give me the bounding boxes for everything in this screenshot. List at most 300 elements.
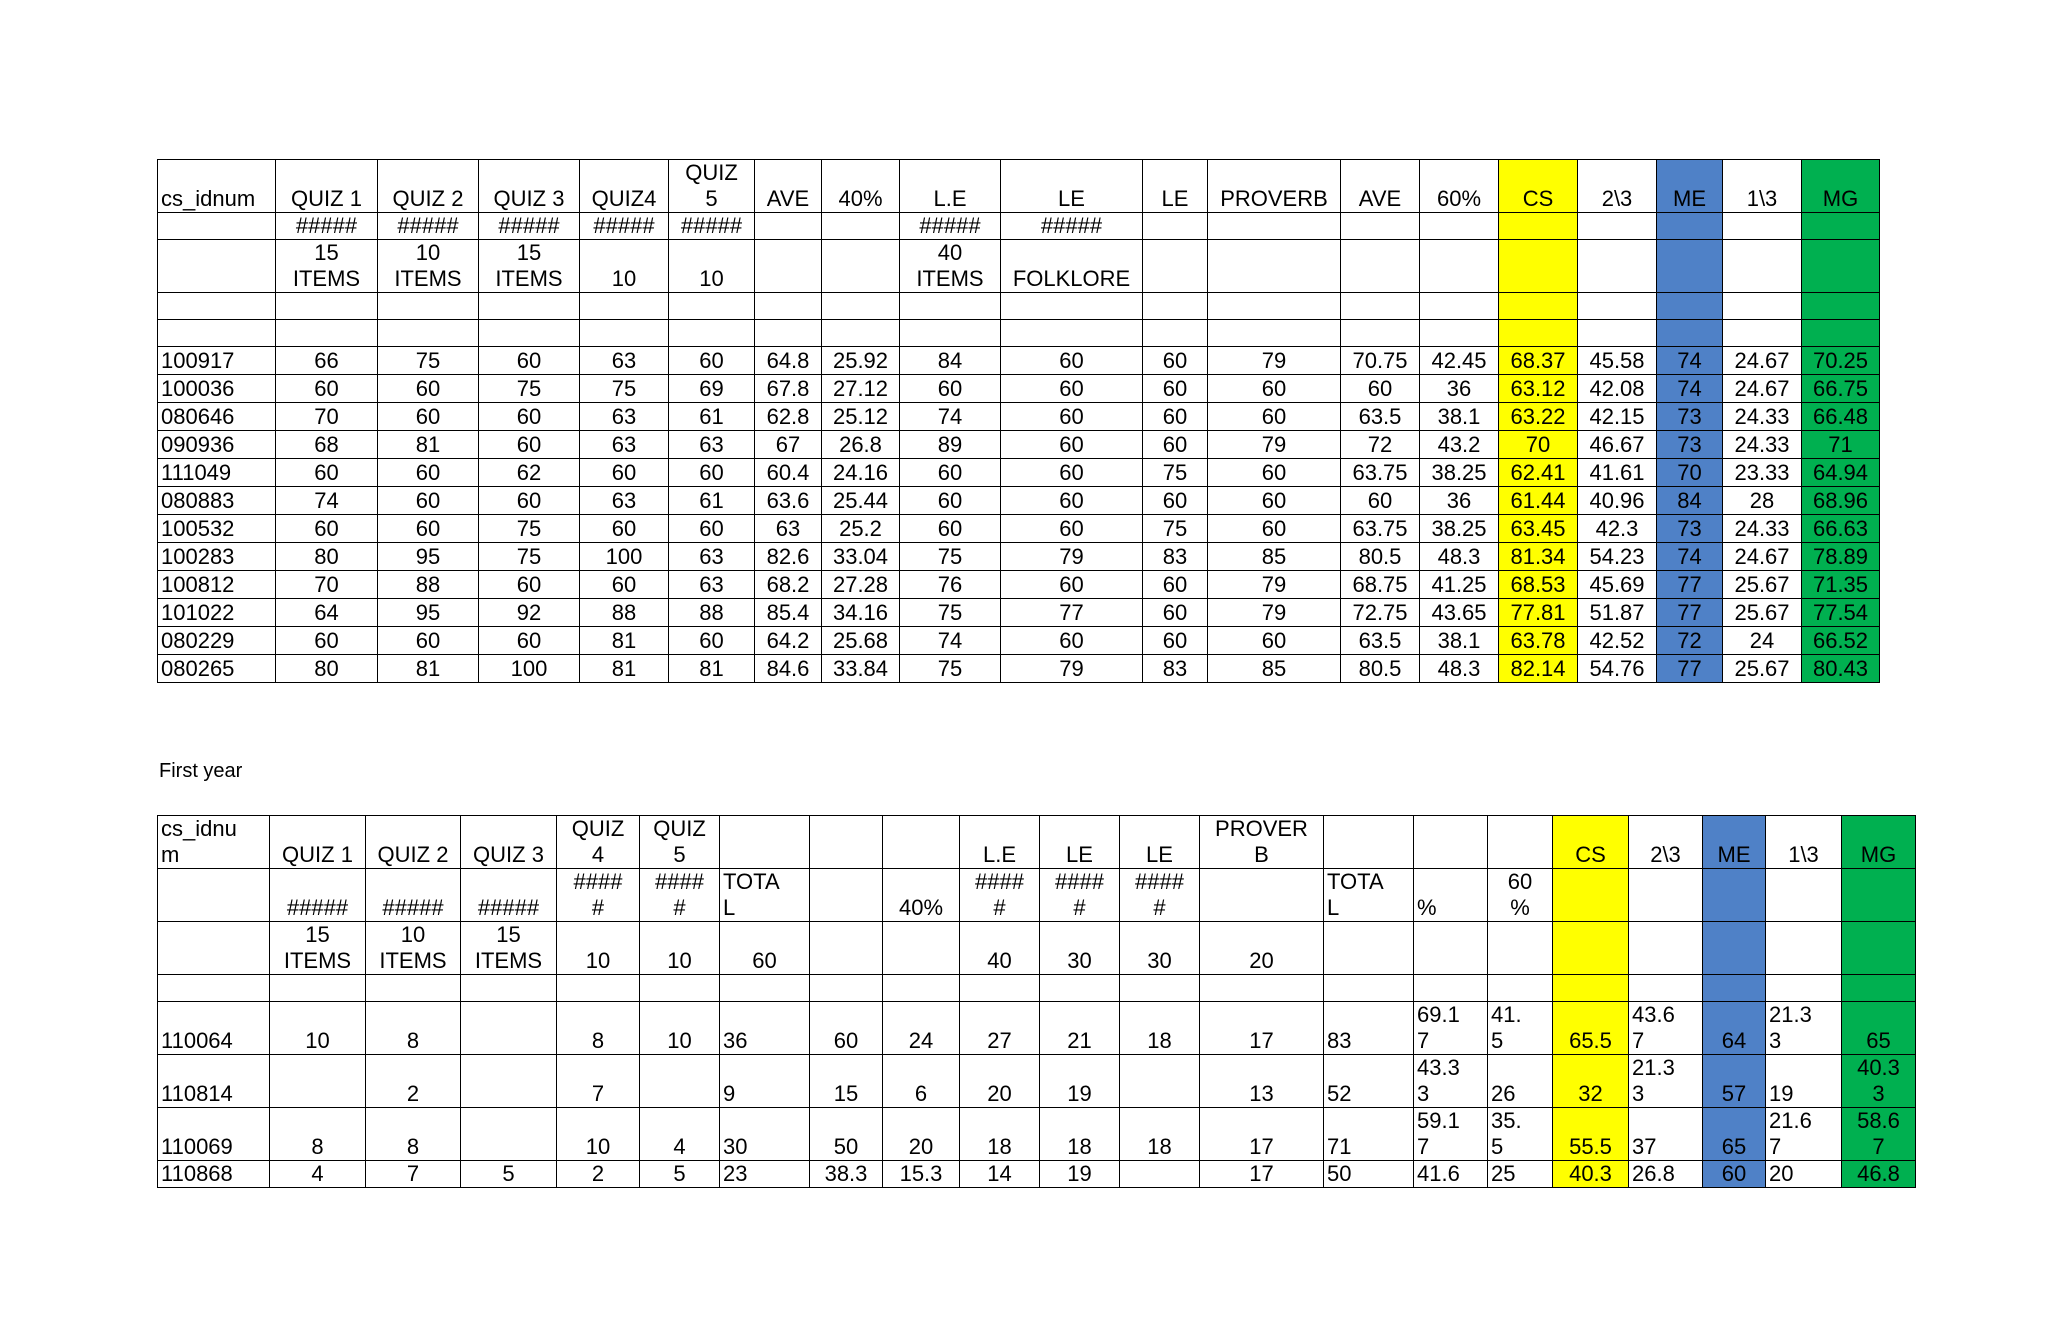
score-cell: 64.2 <box>755 627 822 655</box>
items-cell <box>1657 240 1723 293</box>
score-cell: 60 <box>1143 375 1208 403</box>
score-cell: 54.23 <box>1578 543 1657 571</box>
subheader-cell <box>1499 213 1578 240</box>
score-cell: 69 <box>669 375 755 403</box>
score-cell: 45.69 <box>1578 571 1657 599</box>
score-cell: 35. 5 <box>1488 1108 1553 1161</box>
score-cell: 92 <box>479 599 580 627</box>
items-cell: 30 <box>1040 922 1120 975</box>
score-cell: 75 <box>378 347 479 375</box>
header-60-percent: 60% <box>1420 160 1499 213</box>
score-cell: 50 <box>810 1108 883 1161</box>
score-cell: 63 <box>580 403 669 431</box>
score-cell: 63 <box>669 543 755 571</box>
blank-cell <box>1120 975 1200 1002</box>
score-cell: 88 <box>580 599 669 627</box>
score-cell: 33.04 <box>822 543 900 571</box>
student-id-cell: 110069 <box>158 1108 270 1161</box>
score-cell: 64.94 <box>1802 459 1880 487</box>
items-cell <box>883 922 960 975</box>
score-cell: 23.33 <box>1723 459 1802 487</box>
score-cell: 24.67 <box>1723 347 1802 375</box>
subheader-cell <box>1802 213 1880 240</box>
subheader-cell <box>1657 213 1723 240</box>
blank-cell <box>276 293 378 320</box>
score-cell: 63.12 <box>1499 375 1578 403</box>
score-cell: 77 <box>1001 599 1143 627</box>
score-cell: 25.67 <box>1723 655 1802 683</box>
score-cell: 8 <box>557 1002 640 1055</box>
header-ave: AVE <box>1341 160 1420 213</box>
score-cell: 82.14 <box>1499 655 1578 683</box>
score-cell: 2 <box>557 1161 640 1188</box>
header-cs-idnum: cs_idnum <box>158 160 276 213</box>
items-cell <box>1420 240 1499 293</box>
blank-cell <box>158 320 276 347</box>
items-cell: 15 ITEMS <box>276 240 378 293</box>
subheader-cell <box>755 213 822 240</box>
score-cell: 15.3 <box>883 1161 960 1188</box>
score-cell: 41.6 <box>1414 1161 1488 1188</box>
score-cell: 60 <box>1208 627 1341 655</box>
score-cell: 46.67 <box>1578 431 1657 459</box>
score-cell: 60 <box>479 571 580 599</box>
score-cell: 64 <box>276 599 378 627</box>
header-cell: LE <box>1040 816 1120 869</box>
score-cell: 60 <box>479 487 580 515</box>
subheader-cell: 60 % <box>1488 869 1553 922</box>
score-cell: 37 <box>1629 1108 1703 1161</box>
score-cell: 63.45 <box>1499 515 1578 543</box>
score-cell: 60 <box>1208 459 1341 487</box>
score-cell: 60 <box>1208 403 1341 431</box>
score-cell: 100 <box>580 543 669 571</box>
score-cell: 69.1 7 <box>1414 1002 1488 1055</box>
table-row <box>158 1002 1916 1055</box>
score-cell: 42.3 <box>1578 515 1657 543</box>
header-cell <box>1324 816 1414 869</box>
header-cell: LE <box>1120 816 1200 869</box>
grades-table-2 <box>157 815 1916 1188</box>
blank-cell <box>1499 320 1578 347</box>
score-cell: 18 <box>1040 1108 1120 1161</box>
score-cell: 60 <box>1208 487 1341 515</box>
score-cell: 61.44 <box>1499 487 1578 515</box>
score-cell: 60 <box>378 459 479 487</box>
subheader-cell <box>1553 869 1629 922</box>
score-cell: 43.2 <box>1420 431 1499 459</box>
items-cell <box>1341 240 1420 293</box>
blank-cell <box>822 320 900 347</box>
score-cell: 60 <box>276 515 378 543</box>
score-cell: 75 <box>479 543 580 571</box>
subheader-cell <box>1420 213 1499 240</box>
header-cell: MG <box>1842 816 1916 869</box>
score-cell: 81 <box>580 627 669 655</box>
blank-cell <box>270 975 366 1002</box>
blank-cell <box>640 975 720 1002</box>
score-cell: 70 <box>276 403 378 431</box>
table2-blank-row <box>158 975 1916 1002</box>
score-cell: 63.75 <box>1341 459 1420 487</box>
header-cell: cs_idnu m <box>158 816 270 869</box>
blank-cell <box>1341 293 1420 320</box>
table-row <box>158 627 1880 655</box>
score-cell: 81 <box>669 655 755 683</box>
score-cell: 27.28 <box>822 571 900 599</box>
table-row <box>158 571 1880 599</box>
score-cell: 60 <box>479 403 580 431</box>
items-cell: 10 <box>557 922 640 975</box>
score-cell: 25.2 <box>822 515 900 543</box>
student-id-cell: 080883 <box>158 487 276 515</box>
score-cell: 60 <box>1001 487 1143 515</box>
score-cell: 42.15 <box>1578 403 1657 431</box>
blank-cell <box>1553 975 1629 1002</box>
score-cell: 60 <box>810 1002 883 1055</box>
subheader-cell: #### # <box>960 869 1040 922</box>
score-cell <box>1120 1161 1200 1188</box>
score-cell: 75 <box>479 375 580 403</box>
score-cell: 74 <box>1657 347 1723 375</box>
blank-cell <box>1208 293 1341 320</box>
score-cell: 74 <box>1657 375 1723 403</box>
score-cell: 75 <box>900 599 1001 627</box>
student-id-cell: 100917 <box>158 347 276 375</box>
table-row <box>158 347 1880 375</box>
score-cell: 8 <box>270 1108 366 1161</box>
items-cell: 15 ITEMS <box>461 922 557 975</box>
blank-cell <box>1420 320 1499 347</box>
items-cell: 40 <box>960 922 1040 975</box>
score-cell: 63.6 <box>755 487 822 515</box>
score-cell: 20 <box>960 1055 1040 1108</box>
student-id-cell: 100283 <box>158 543 276 571</box>
subheader-cell <box>1341 213 1420 240</box>
score-cell: 63.5 <box>1341 403 1420 431</box>
score-cell: 72 <box>1657 627 1723 655</box>
score-cell: 23 <box>720 1161 810 1188</box>
header-quiz-2: QUIZ 2 <box>378 160 479 213</box>
score-cell: 77 <box>1657 571 1723 599</box>
blank-cell <box>1578 320 1657 347</box>
blank-cell <box>1723 320 1802 347</box>
subheader-cell: ##### <box>270 869 366 922</box>
score-cell: 10 <box>270 1002 366 1055</box>
table-row <box>158 1108 1916 1161</box>
blank-cell <box>1143 320 1208 347</box>
score-cell: 60 <box>1001 571 1143 599</box>
score-cell: 81 <box>378 655 479 683</box>
score-cell: 60 <box>1703 1161 1766 1188</box>
score-cell: 74 <box>900 627 1001 655</box>
blank-cell <box>1488 975 1553 1002</box>
subheader-cell: #### # <box>1040 869 1120 922</box>
score-cell: 83 <box>1143 655 1208 683</box>
score-cell: 60 <box>378 515 479 543</box>
score-cell: 25.44 <box>822 487 900 515</box>
score-cell: 14 <box>960 1161 1040 1188</box>
grades-table-1 <box>157 159 1880 683</box>
score-cell: 40.96 <box>1578 487 1657 515</box>
subheader-cell <box>810 869 883 922</box>
score-cell: 26 <box>1488 1055 1553 1108</box>
blank-cell <box>810 975 883 1002</box>
score-cell: 64 <box>1703 1002 1766 1055</box>
subheader-cell: #### # <box>640 869 720 922</box>
score-cell: 40.3 3 <box>1842 1055 1916 1108</box>
subheader-cell <box>1842 869 1916 922</box>
blank-cell <box>1143 293 1208 320</box>
score-cell: 24.16 <box>822 459 900 487</box>
score-cell: 60 <box>1143 347 1208 375</box>
score-cell: 60 <box>378 403 479 431</box>
subheader-cell <box>158 213 276 240</box>
score-cell: 64.8 <box>755 347 822 375</box>
score-cell: 19 <box>1040 1055 1120 1108</box>
student-id-cell: 110064 <box>158 1002 270 1055</box>
subheader-cell <box>1578 213 1657 240</box>
items-cell <box>1553 922 1629 975</box>
header-cell: QUIZ 5 <box>640 816 720 869</box>
blank-cell <box>580 293 669 320</box>
score-cell: 19 <box>1040 1161 1120 1188</box>
score-cell: 66.52 <box>1802 627 1880 655</box>
blank-cell <box>1414 975 1488 1002</box>
table-row <box>158 375 1880 403</box>
score-cell: 79 <box>1208 571 1341 599</box>
header-cell <box>810 816 883 869</box>
blank-cell <box>900 293 1001 320</box>
score-cell: 25.67 <box>1723 571 1802 599</box>
items-cell: 60 <box>720 922 810 975</box>
header-cell: QUIZ 4 <box>557 816 640 869</box>
score-cell: 80 <box>276 543 378 571</box>
score-cell: 66.75 <box>1802 375 1880 403</box>
score-cell <box>461 1108 557 1161</box>
header-cell <box>720 816 810 869</box>
blank-cell <box>158 293 276 320</box>
subheader-cell: ##### <box>276 213 378 240</box>
score-cell: 65 <box>1842 1002 1916 1055</box>
score-cell <box>1120 1055 1200 1108</box>
score-cell: 60 <box>900 459 1001 487</box>
blank-cell <box>1657 320 1723 347</box>
score-cell: 60 <box>900 515 1001 543</box>
score-cell: 30 <box>720 1108 810 1161</box>
score-cell: 72 <box>1341 431 1420 459</box>
score-cell: 17 <box>1200 1002 1324 1055</box>
blank-cell <box>479 293 580 320</box>
score-cell: 21 <box>1040 1002 1120 1055</box>
score-cell: 41. 5 <box>1488 1002 1553 1055</box>
score-cell: 60 <box>1001 375 1143 403</box>
score-cell: 83 <box>1143 543 1208 571</box>
items-cell <box>1629 922 1703 975</box>
score-cell: 24.67 <box>1723 375 1802 403</box>
score-cell: 60 <box>1341 487 1420 515</box>
score-cell: 60 <box>378 375 479 403</box>
score-cell: 26.8 <box>822 431 900 459</box>
items-cell <box>822 240 900 293</box>
table2-subheader-row <box>158 869 1916 922</box>
score-cell: 80 <box>276 655 378 683</box>
table1-items-row <box>158 240 1880 293</box>
score-cell: 68.75 <box>1341 571 1420 599</box>
table1-header-row <box>158 160 1880 213</box>
score-cell: 74 <box>276 487 378 515</box>
score-cell: 10 <box>557 1108 640 1161</box>
score-cell: 42.45 <box>1420 347 1499 375</box>
header-le: LE <box>1143 160 1208 213</box>
score-cell: 60 <box>479 627 580 655</box>
score-cell: 79 <box>1001 655 1143 683</box>
score-cell: 60 <box>1143 627 1208 655</box>
score-cell: 25.68 <box>822 627 900 655</box>
score-cell: 41.61 <box>1578 459 1657 487</box>
subheader-cell: ##### <box>366 869 461 922</box>
blank-cell <box>378 293 479 320</box>
score-cell: 79 <box>1001 543 1143 571</box>
score-cell: 80.5 <box>1341 655 1420 683</box>
subheader-cell: #### # <box>557 869 640 922</box>
subheader-cell <box>158 869 270 922</box>
section-caption: First year <box>159 760 243 782</box>
table-row <box>158 543 1880 571</box>
header-me: ME <box>1657 160 1723 213</box>
score-cell: 55.5 <box>1553 1108 1629 1161</box>
score-cell: 77.54 <box>1802 599 1880 627</box>
blank-cell <box>1842 975 1916 1002</box>
student-id-cell: 100036 <box>158 375 276 403</box>
student-id-cell: 090936 <box>158 431 276 459</box>
score-cell: 76 <box>900 571 1001 599</box>
score-cell: 60 <box>276 459 378 487</box>
score-cell: 85 <box>1208 655 1341 683</box>
score-cell: 60 <box>1208 375 1341 403</box>
header-cell <box>883 816 960 869</box>
score-cell: 60 <box>1143 431 1208 459</box>
score-cell: 100 <box>479 655 580 683</box>
score-cell <box>461 1002 557 1055</box>
score-cell: 63 <box>580 431 669 459</box>
score-cell: 5 <box>640 1161 720 1188</box>
table-row <box>158 431 1880 459</box>
table1-subheader-row <box>158 213 1880 240</box>
score-cell: 8 <box>366 1002 461 1055</box>
header-cell: PROVER B <box>1200 816 1324 869</box>
table-row <box>158 459 1880 487</box>
score-cell: 75 <box>479 515 580 543</box>
score-cell: 36 <box>1420 375 1499 403</box>
score-cell: 68 <box>276 431 378 459</box>
blank-cell <box>1802 320 1880 347</box>
header-le: LE <box>1001 160 1143 213</box>
blank-cell <box>276 320 378 347</box>
blank-cell <box>960 975 1040 1002</box>
score-cell: 59.1 7 <box>1414 1108 1488 1161</box>
score-cell: 66 <box>276 347 378 375</box>
blank-cell <box>461 975 557 1002</box>
score-cell: 61 <box>669 487 755 515</box>
score-cell: 79 <box>1208 599 1341 627</box>
student-id-cell: 100812 <box>158 571 276 599</box>
student-id-cell: 110868 <box>158 1161 270 1188</box>
blank-cell <box>366 975 461 1002</box>
items-cell <box>1324 922 1414 975</box>
score-cell: 63.22 <box>1499 403 1578 431</box>
items-cell: 40 ITEMS <box>900 240 1001 293</box>
items-cell: 10 ITEMS <box>378 240 479 293</box>
score-cell: 70.25 <box>1802 347 1880 375</box>
items-cell <box>158 922 270 975</box>
items-cell <box>1499 240 1578 293</box>
score-cell: 95 <box>378 599 479 627</box>
table-row <box>158 1055 1916 1108</box>
score-cell: 38.3 <box>810 1161 883 1188</box>
items-cell: 30 <box>1120 922 1200 975</box>
score-cell: 20 <box>883 1108 960 1161</box>
score-cell: 52 <box>1324 1055 1414 1108</box>
score-cell: 60 <box>580 515 669 543</box>
score-cell: 60.4 <box>755 459 822 487</box>
header-40-percent: 40% <box>822 160 900 213</box>
score-cell: 18 <box>1120 1108 1200 1161</box>
score-cell: 45.58 <box>1578 347 1657 375</box>
score-cell: 68.96 <box>1802 487 1880 515</box>
blank-cell <box>1766 975 1842 1002</box>
student-id-cell: 080229 <box>158 627 276 655</box>
subheader-cell: 40% <box>883 869 960 922</box>
score-cell: 63 <box>669 431 755 459</box>
items-cell <box>755 240 822 293</box>
header-cell: 2\3 <box>1629 816 1703 869</box>
score-cell: 63 <box>580 487 669 515</box>
blank-cell <box>1802 293 1880 320</box>
score-cell: 21.6 7 <box>1766 1108 1842 1161</box>
score-cell: 60 <box>276 375 378 403</box>
score-cell: 13 <box>1200 1055 1324 1108</box>
blank-cell <box>883 975 960 1002</box>
items-cell <box>1143 240 1208 293</box>
score-cell: 84.6 <box>755 655 822 683</box>
score-cell: 42.52 <box>1578 627 1657 655</box>
score-cell: 77 <box>1657 599 1723 627</box>
score-cell: 17 <box>1200 1108 1324 1161</box>
score-cell: 67.8 <box>755 375 822 403</box>
items-cell: 20 <box>1200 922 1324 975</box>
score-cell: 63 <box>580 347 669 375</box>
score-cell: 60 <box>276 627 378 655</box>
header-one-third: 1\3 <box>1723 160 1802 213</box>
items-cell: 10 <box>640 922 720 975</box>
score-cell: 72.75 <box>1341 599 1420 627</box>
items-cell <box>1488 922 1553 975</box>
score-cell: 60 <box>378 487 479 515</box>
blank-cell <box>1341 320 1420 347</box>
score-cell: 38.1 <box>1420 403 1499 431</box>
score-cell: 43.3 3 <box>1414 1055 1488 1108</box>
score-cell: 80.43 <box>1802 655 1880 683</box>
score-cell: 38.25 <box>1420 459 1499 487</box>
score-cell: 60 <box>669 347 755 375</box>
score-cell: 79 <box>1208 431 1341 459</box>
score-cell: 88 <box>669 599 755 627</box>
items-cell <box>1703 922 1766 975</box>
score-cell: 88 <box>378 571 479 599</box>
items-cell: 10 <box>580 240 669 293</box>
score-cell: 77.81 <box>1499 599 1578 627</box>
